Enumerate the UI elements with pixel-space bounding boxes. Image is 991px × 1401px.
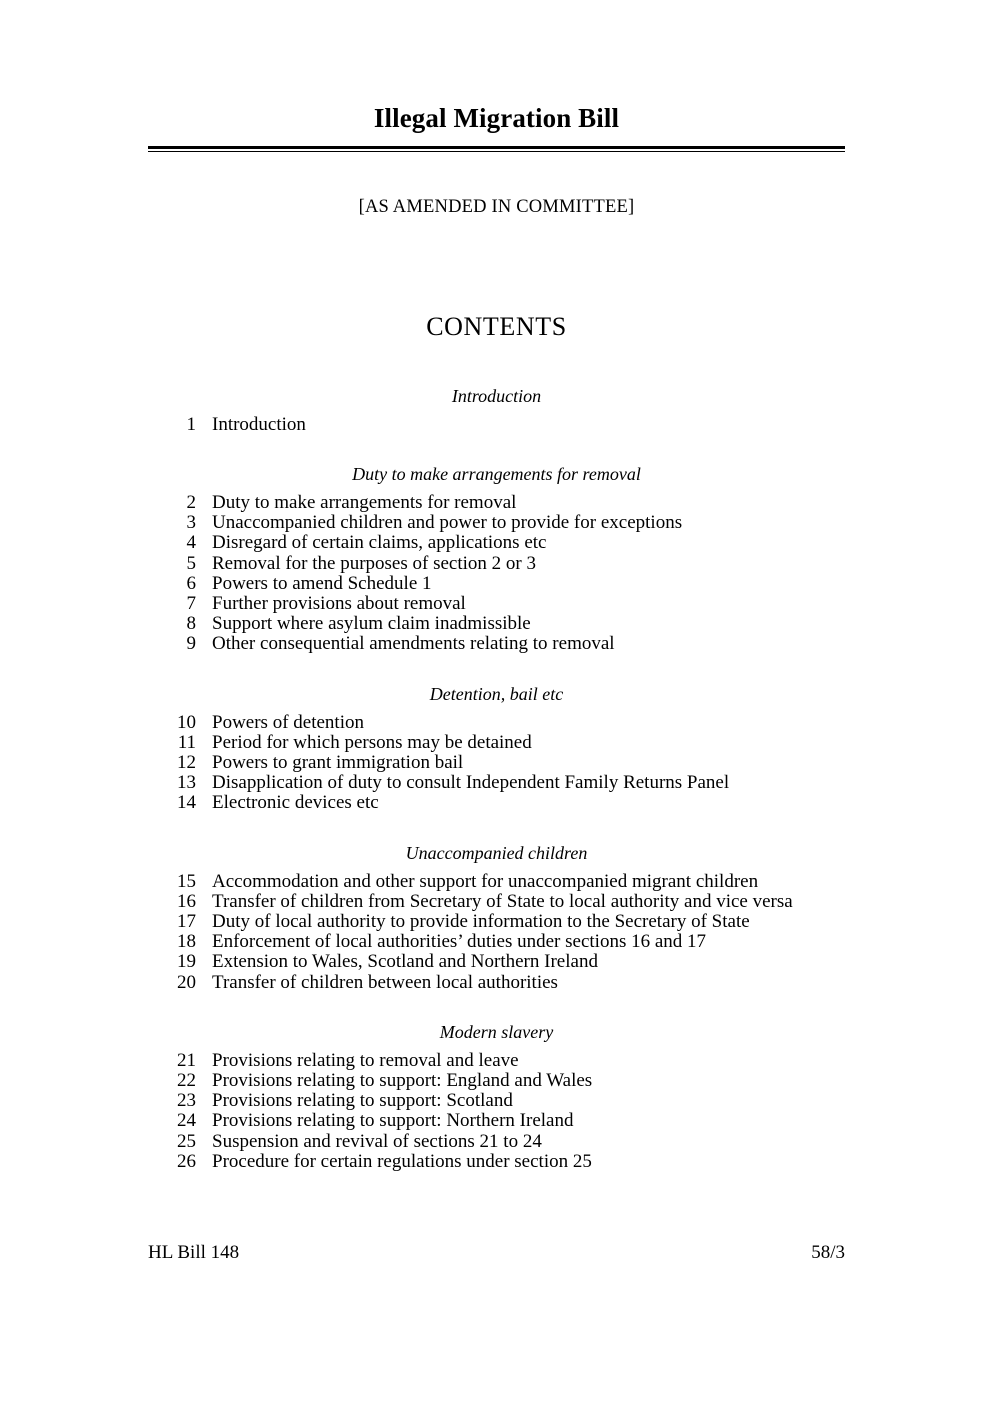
toc-item[interactable] — [148, 1091, 845, 1111]
toc-group-heading: Duty to make arrangements for removal — [352, 463, 641, 484]
toc-item-number: 7 — [186, 592, 196, 614]
toc-item-number: 23 — [177, 1090, 196, 1112]
toc-item[interactable] — [148, 773, 845, 793]
toc-item[interactable] — [148, 594, 845, 614]
toc-item[interactable] — [148, 1071, 845, 1091]
toc-item-label: Procedure for certain regulations under section 25 — [212, 1150, 592, 1172]
toc-item-label: Disapplication of duty to consult Independent Family Returns Panel — [212, 772, 730, 794]
toc-group — [148, 993, 845, 1172]
toc-item-label: Transfer of children between local authorities — [212, 971, 558, 993]
toc-group — [148, 814, 845, 993]
toc-item-number: 11 — [177, 731, 196, 753]
toc-item-label: Disregard of certain claims, applications etc — [212, 532, 547, 554]
toc-item-label: Provisions relating to support: England and Wales — [212, 1069, 593, 1091]
toc-item-number: 19 — [177, 951, 196, 973]
toc-item-label: Other consequential amendments relating to removal — [212, 633, 615, 655]
toc-group — [148, 655, 845, 814]
toc-item-number: 8 — [186, 613, 196, 635]
page-content — [148, 0, 845, 1401]
toc-item-number: 25 — [177, 1130, 196, 1152]
page-footer — [148, 1242, 845, 1264]
toc-item-number: 4 — [186, 532, 196, 554]
toc-item-label: Suspension and revival of sections 21 to 24 — [212, 1130, 542, 1152]
toc-item-label: Powers to grant immigration bail — [212, 751, 464, 773]
toc-item-number: 17 — [177, 910, 196, 932]
toc-item-label: Provisions relating to support: Scotland — [212, 1090, 513, 1112]
toc-item-label: Provisions relating to removal and leave — [212, 1049, 519, 1071]
toc-item-number: 6 — [186, 572, 196, 594]
toc-item[interactable] — [148, 872, 845, 892]
toc-item-number: 15 — [177, 870, 196, 892]
toc-item[interactable] — [148, 1152, 845, 1172]
toc-item-label: Transfer of children from Secretary of State to local authority and vice versa — [212, 890, 793, 912]
contents-heading: CONTENTS — [426, 311, 567, 341]
toc-item-number: 18 — [177, 931, 196, 953]
toc-item[interactable] — [148, 554, 845, 574]
toc-item-label: Period for which persons may be detained — [212, 731, 532, 753]
title-block — [148, 0, 845, 218]
toc-group-heading: Introduction — [451, 385, 542, 406]
toc-item-list — [148, 872, 845, 993]
toc-group-heading: Unaccompanied children — [405, 842, 588, 863]
toc-item-label: Provisions relating to support: Northern Ireland — [212, 1110, 574, 1132]
toc-item-number: 10 — [177, 711, 196, 733]
toc-item[interactable] — [148, 513, 845, 533]
toc-item-label: Removal for the purposes of section 2 or 3 — [212, 552, 536, 574]
toc-item-label: Support where asylum claim inadmissible — [212, 613, 531, 635]
toc-item-number: 2 — [186, 491, 196, 513]
toc-item[interactable] — [148, 932, 845, 952]
toc-item[interactable] — [148, 973, 845, 993]
toc-item-list — [148, 1051, 845, 1172]
toc-group-heading: Modern slavery — [439, 1021, 554, 1042]
toc-item-label: Powers to amend Schedule 1 — [212, 572, 432, 594]
page-reference: 58/3 — [811, 1242, 845, 1263]
page-title: Illegal Migration Bill — [373, 103, 620, 133]
toc-item-number: 13 — [177, 772, 196, 794]
table-of-contents — [148, 342, 845, 1172]
toc-item[interactable] — [148, 1111, 845, 1131]
toc-item-label: Introduction — [212, 413, 306, 435]
toc-group-heading: Detention, bail etc — [429, 683, 564, 704]
toc-item-label: Electronic devices etc — [212, 792, 379, 814]
toc-item-number: 1 — [186, 413, 196, 435]
toc-item[interactable] — [148, 634, 845, 654]
toc-item[interactable] — [148, 533, 845, 553]
toc-item[interactable] — [148, 574, 845, 594]
toc-item-number: 20 — [177, 971, 196, 993]
toc-item-label: Powers of detention — [212, 711, 364, 733]
toc-item-label: Duty of local authority to provide information to the Secretary of State — [212, 910, 750, 932]
toc-item-number: 24 — [177, 1110, 196, 1132]
toc-item-label: Extension to Wales, Scotland and Northern Ireland — [212, 951, 598, 973]
toc-item[interactable] — [148, 1132, 845, 1152]
toc-item[interactable] — [148, 713, 845, 733]
toc-item-list — [148, 713, 845, 814]
toc-item-label: Unaccompanied children and power to provide for exceptions — [212, 512, 683, 534]
toc-item[interactable] — [148, 753, 845, 773]
toc-item-number: 14 — [177, 792, 196, 814]
toc-item[interactable] — [148, 415, 845, 435]
toc-item[interactable] — [148, 614, 845, 634]
toc-item-number: 21 — [177, 1049, 196, 1071]
amendment-note: [AS AMENDED IN COMMITTEE] — [358, 196, 635, 217]
toc-group — [148, 386, 845, 435]
toc-item-number: 5 — [186, 552, 196, 574]
toc-item[interactable] — [148, 733, 845, 753]
toc-item[interactable] — [148, 952, 845, 972]
toc-item-number: 9 — [186, 633, 196, 655]
toc-item-number: 12 — [177, 751, 196, 773]
toc-item[interactable] — [148, 793, 845, 813]
toc-group — [148, 435, 845, 655]
toc-item-number: 22 — [177, 1069, 196, 1091]
toc-item-list — [148, 415, 845, 435]
toc-item[interactable] — [148, 1051, 845, 1071]
toc-item[interactable] — [148, 912, 845, 932]
toc-item-label: Enforcement of local authorities’ duties under sections 16 and 17 — [212, 931, 707, 953]
toc-item-label: Accommodation and other support for unaccompanied migrant children — [212, 870, 759, 892]
toc-item[interactable] — [148, 892, 845, 912]
toc-item-list — [148, 493, 845, 655]
toc-item[interactable] — [148, 493, 845, 513]
toc-item-label: Duty to make arrangements for removal — [212, 491, 517, 513]
toc-item-label: Further provisions about removal — [212, 592, 466, 614]
toc-item-number: 16 — [177, 890, 196, 912]
toc-item-number: 3 — [186, 512, 196, 534]
bill-reference: HL Bill 148 — [148, 1242, 240, 1263]
toc-item-number: 26 — [177, 1150, 196, 1172]
